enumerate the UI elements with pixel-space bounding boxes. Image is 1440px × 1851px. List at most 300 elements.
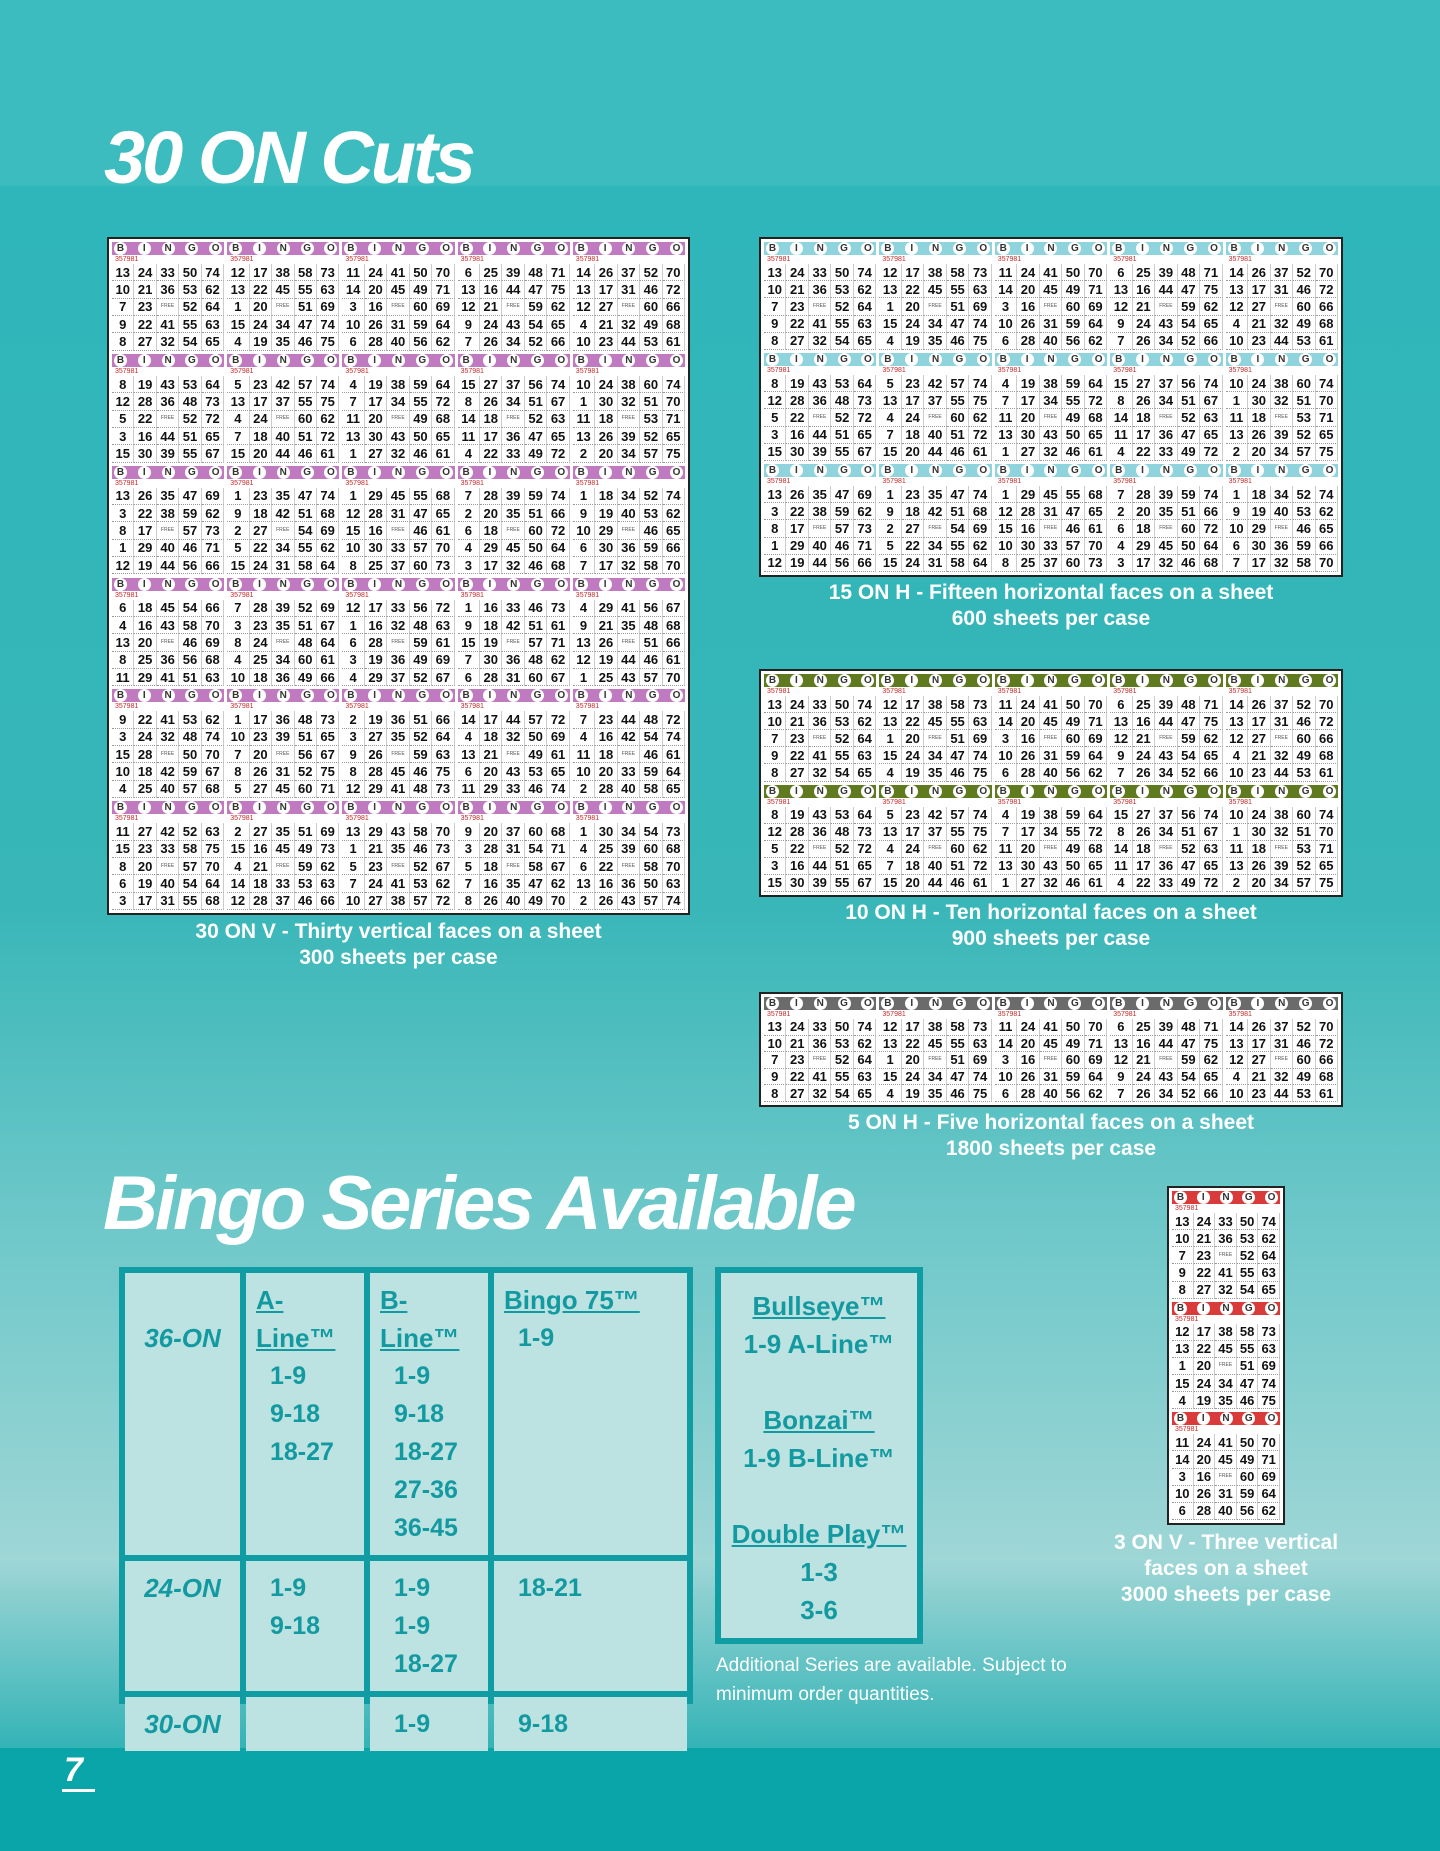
bingo-number: 50 — [831, 1019, 853, 1036]
bingo-number: 19 — [786, 555, 808, 572]
bingo-number: 70 — [1085, 696, 1107, 713]
bingo-number: 67 — [1200, 392, 1222, 409]
specialty-name: Bullseye™ — [752, 1291, 886, 1321]
bingo-ball-icon: N — [1160, 242, 1173, 255]
bingo-ball-icon: N — [929, 785, 942, 798]
bingo-number: 58 — [1293, 555, 1315, 572]
bingo-number: 34 — [1271, 444, 1293, 461]
bingo-number: 29 — [134, 669, 156, 686]
bingo-ball-icon: B — [575, 689, 588, 702]
bingo-number: 12 — [879, 264, 901, 281]
bingo-number: 34 — [924, 747, 946, 764]
bingo-number: 10 — [995, 538, 1017, 555]
bingo-number: 12 — [1226, 298, 1248, 315]
bingo-face — [1172, 1191, 1280, 1299]
bingo-header — [879, 997, 991, 1010]
bingo-face — [112, 689, 224, 798]
bingo-number: 50 — [179, 746, 201, 763]
bingo-ball-icon: O — [977, 353, 990, 366]
bingo-grid — [342, 488, 454, 575]
bingo-grid — [879, 1019, 991, 1102]
bingo-number: 6 — [1110, 264, 1132, 281]
bingo-header — [995, 997, 1107, 1010]
bingo-number: 32 — [1271, 747, 1293, 764]
bingo-ball-icon: B — [229, 578, 242, 591]
bingo-face — [1172, 1412, 1280, 1520]
bingo-ball-icon: N — [1044, 464, 1057, 477]
bingo-header — [112, 689, 224, 702]
bingo-number: 65 — [1200, 858, 1222, 875]
bingo-number: 66 — [1316, 730, 1338, 747]
bingo-ball-icon: N — [1160, 997, 1173, 1010]
bingo-ball-icon: N — [162, 689, 175, 702]
bingo-ball-icon: N — [929, 464, 942, 477]
free-space: FREE — [502, 522, 524, 539]
bingo75-cell — [494, 1697, 687, 1751]
bingo-number: 41 — [618, 600, 640, 617]
serial-number: 357981 — [342, 479, 454, 488]
bingo-ball-icon: O — [555, 466, 568, 479]
bingo-number: 65 — [547, 428, 569, 445]
bingo-number: 33 — [618, 763, 640, 780]
bingo-ball-icon: G — [185, 801, 198, 814]
bingo-number: 50 — [1062, 1019, 1084, 1036]
bingo-number: 11 — [342, 264, 364, 281]
bingo-number: 70 — [663, 557, 685, 574]
bingo-number: 5 — [112, 411, 134, 428]
serial-number: 357981 — [112, 255, 224, 264]
bingo-number: 52 — [1178, 409, 1200, 426]
bingo-number: 12 — [764, 824, 786, 841]
bingo-ball-icon: G — [531, 689, 544, 702]
bingo-ball-icon: N — [1275, 785, 1288, 798]
bingo-number: 26 — [134, 488, 156, 505]
bingo-number: 75 — [317, 393, 339, 410]
bingo-number: 6 — [573, 540, 595, 557]
bingo-number: 32 — [618, 393, 640, 410]
free-space: FREE — [502, 746, 524, 763]
bingo-header — [879, 242, 991, 255]
bingo-number: 58 — [640, 858, 662, 875]
bingo-header — [342, 242, 454, 255]
bingo-number: 65 — [1085, 503, 1107, 520]
bingo-number: 50 — [1237, 1434, 1259, 1451]
bingo-number: 52 — [831, 298, 853, 315]
bingo-number: 53 — [831, 807, 853, 824]
bingo-number: 24 — [786, 1019, 808, 1036]
series-value: 9-18 — [270, 1400, 321, 1428]
bingo-number: 48 — [831, 824, 853, 841]
bingo-number: 13 — [573, 875, 595, 892]
bingo-number: 24 — [250, 634, 272, 651]
bingo-number: 7 — [764, 298, 786, 315]
bingo-ball-icon: N — [1044, 997, 1057, 1010]
bingo-number: 35 — [618, 617, 640, 634]
bingo-ball-icon: O — [440, 578, 453, 591]
bingo-number: 68 — [1085, 486, 1107, 503]
bingo-number: 21 — [1133, 730, 1155, 747]
bingo-number: 30 — [1017, 858, 1039, 875]
bingo-ball-icon: N — [277, 466, 290, 479]
bingo-number: 59 — [1237, 1486, 1259, 1503]
bingo-number: 39 — [1271, 858, 1293, 875]
bingo-number: 7 — [879, 858, 901, 875]
bingo-number: 29 — [365, 669, 387, 686]
bingo-number: 26 — [480, 893, 502, 910]
bingo-number: 37 — [502, 376, 524, 393]
bingo-number: 37 — [1271, 264, 1293, 281]
bingo-number: 30 — [480, 652, 502, 669]
bingo-number: 34 — [272, 652, 294, 669]
bingo-number: 33 — [809, 264, 831, 281]
bingo-ball-icon: B — [575, 466, 588, 479]
bingo-ball-icon: G — [301, 578, 314, 591]
bingo-ball-icon: I — [790, 242, 803, 255]
bingo-ball-icon: N — [814, 464, 827, 477]
bingo-number: 59 — [831, 503, 853, 520]
bingo-number: 51 — [525, 505, 547, 522]
bingo-number: 30 — [1017, 427, 1039, 444]
bingo-ball-icon: G — [301, 801, 314, 814]
bingo-number: 33 — [157, 841, 179, 858]
bingo-ball-icon: I — [483, 578, 496, 591]
bingo-number: 62 — [1200, 1052, 1222, 1069]
bingo-number: 34 — [272, 316, 294, 333]
bingo-number: 19 — [365, 711, 387, 728]
bingo-number: 44 — [502, 711, 524, 728]
bingo-number: 12 — [227, 893, 249, 910]
bingo-grid — [879, 486, 991, 572]
bingo-number: 14 — [458, 711, 480, 728]
bingo-number: 36 — [502, 428, 524, 445]
bingo-ball-icon: N — [1044, 353, 1057, 366]
bingo-number: 39 — [1155, 486, 1177, 503]
bingo-grid — [1226, 696, 1338, 782]
bingo-number: 74 — [663, 488, 685, 505]
bingo-number: 24 — [1017, 1019, 1039, 1036]
bingo-number: 70 — [1085, 1019, 1107, 1036]
bingo-number: 74 — [317, 316, 339, 333]
bingo-number: 62 — [1200, 730, 1222, 747]
bingo-number: 60 — [1293, 375, 1315, 392]
bingo-number: 59 — [1293, 538, 1315, 555]
bingo-number: 65 — [854, 1085, 876, 1102]
bingo-number: 16 — [480, 600, 502, 617]
bingo-number: 27 — [1017, 444, 1039, 461]
bingo-number: 75 — [317, 333, 339, 350]
bingo-number: 24 — [902, 841, 924, 858]
bingo-number: 11 — [342, 411, 364, 428]
bingo-number: 61 — [663, 333, 685, 350]
bingo-number: 12 — [879, 696, 901, 713]
bingo-ball-icon: N — [507, 466, 520, 479]
caption-line: 15 ON H - Fifteen horizontal faces on a sheet — [828, 581, 1274, 604]
bingo-number: 41 — [1215, 1434, 1237, 1451]
bingo-ball-icon: I — [790, 785, 803, 798]
bingo-number: 26 — [365, 746, 387, 763]
bingo-number: 36 — [618, 540, 640, 557]
bingo-number: 36 — [809, 1036, 831, 1053]
bingo-number: 65 — [1200, 747, 1222, 764]
bingo-number: 45 — [1040, 1036, 1062, 1053]
bingo-number: 8 — [764, 807, 786, 824]
free-space: FREE — [502, 858, 524, 875]
bingo-number: 71 — [432, 281, 454, 298]
serial-number: 357981 — [764, 366, 876, 375]
bingo-number: 48 — [640, 711, 662, 728]
bingo-number: 28 — [365, 333, 387, 350]
bingo-face — [1110, 997, 1222, 1102]
bingo-number: 10 — [112, 763, 134, 780]
bingo-number: 70 — [663, 393, 685, 410]
bingo-face — [764, 674, 876, 782]
bingo-ball-icon: B — [881, 674, 894, 687]
bingo-face — [879, 997, 991, 1102]
bingo-ball-icon: G — [1299, 785, 1312, 798]
bingo-header — [458, 242, 570, 255]
bingo-ball-icon: O — [1092, 242, 1105, 255]
serial-number: 357981 — [1226, 366, 1338, 375]
bingo-number: 10 — [1226, 807, 1248, 824]
bingo-number: 55 — [947, 538, 969, 555]
bingo-number: 60 — [1062, 1052, 1084, 1069]
bingo-number: 33 — [272, 875, 294, 892]
bingo-ball-icon: G — [1184, 674, 1197, 687]
bingo-number: 13 — [1226, 427, 1248, 444]
bingo-ball-icon: B — [1228, 785, 1241, 798]
bingo-number: 74 — [1316, 375, 1338, 392]
bingo-face — [995, 464, 1107, 572]
bingo-number: 52 — [295, 763, 317, 780]
bingo-number: 13 — [764, 486, 786, 503]
bingo-ball-icon: O — [1323, 674, 1336, 687]
bingo-number: 4 — [458, 445, 480, 462]
bingo-number: 39 — [502, 488, 524, 505]
bingo-number: 53 — [640, 505, 662, 522]
bingo-number: 27 — [1248, 1052, 1270, 1069]
bingo-grid — [458, 376, 570, 463]
bingo-number: 59 — [1062, 375, 1084, 392]
bingo-header — [764, 242, 876, 255]
page-title: 30 ON Cuts — [104, 116, 473, 199]
bingo-number: 52 — [831, 841, 853, 858]
bingo-number: 32 — [387, 617, 409, 634]
bingo-number: 28 — [134, 746, 156, 763]
bingo-number: 11 — [995, 264, 1017, 281]
caption-10-on-h — [759, 900, 1343, 952]
bingo-number: 20 — [595, 445, 617, 462]
bingo-number: 30 — [1248, 824, 1270, 841]
bingo-number: 38 — [809, 503, 831, 520]
bingo-number: 61 — [663, 652, 685, 669]
bingo-number: 28 — [1017, 764, 1039, 781]
bingo-number: 59 — [410, 316, 432, 333]
bingo-ball-icon: I — [483, 354, 496, 367]
bingo-number: 25 — [595, 669, 617, 686]
bingo-ball-icon: G — [1184, 464, 1197, 477]
free-space: FREE — [272, 858, 294, 875]
bingo-ball-icon: O — [861, 997, 874, 1010]
bingo-number: 9 — [879, 503, 901, 520]
free-space: FREE — [1271, 730, 1293, 747]
bingo-number: 26 — [1133, 392, 1155, 409]
bingo-number: 30 — [365, 540, 387, 557]
free-space: FREE — [272, 411, 294, 428]
bingo-ball-icon: O — [1092, 464, 1105, 477]
bingo-number: 3 — [764, 858, 786, 875]
bingo-number: 20 — [595, 763, 617, 780]
bingo-number: 11 — [1226, 841, 1248, 858]
bingo-number: 3 — [112, 893, 134, 910]
bingo-number: 48 — [179, 729, 201, 746]
bingo-number: 27 — [1133, 807, 1155, 824]
bingo-ball-icon: G — [1068, 242, 1081, 255]
bingo-number: 4 — [112, 617, 134, 634]
bingo-number: 11 — [995, 1019, 1017, 1036]
bingo-number: 68 — [202, 781, 224, 798]
bingo-number: 18 — [1133, 520, 1155, 537]
bingo-number: 72 — [1316, 713, 1338, 730]
bingo-number: 54 — [1178, 1069, 1200, 1086]
bingo-number: 24 — [480, 316, 502, 333]
bingo-number: 22 — [786, 841, 808, 858]
bingo-number: 73 — [663, 823, 685, 840]
bingo-number: 69 — [1085, 298, 1107, 315]
bingo-ball-icon: I — [138, 354, 151, 367]
bingo-number: 13 — [1172, 1213, 1194, 1230]
bingo-number: 58 — [947, 1019, 969, 1036]
bingo-number: 1 — [573, 393, 595, 410]
serial-number: 357981 — [1172, 1204, 1280, 1213]
bingo-number: 34 — [1155, 333, 1177, 350]
bingo-number: 62 — [854, 713, 876, 730]
bingo-ball-icon: I — [1136, 353, 1149, 366]
bingo-number: 48 — [640, 617, 662, 634]
bingo-number: 34 — [618, 488, 640, 505]
bingo-ball-icon: G — [301, 354, 314, 367]
bingo-number: 46 — [947, 764, 969, 781]
bingo-ball-icon: B — [1112, 464, 1125, 477]
bingo-grid — [764, 264, 876, 350]
bingo-number: 17 — [250, 393, 272, 410]
bingo-number: 25 — [1133, 1019, 1155, 1036]
bingo-number: 39 — [502, 264, 524, 281]
bingo-header — [1110, 785, 1222, 798]
bingo-number: 61 — [1316, 764, 1338, 781]
note-line: minimum order quantities. — [716, 1684, 935, 1705]
bingo-number: 47 — [947, 1069, 969, 1086]
bingo-number: 13 — [1226, 1036, 1248, 1053]
bingo-number: 63 — [854, 1069, 876, 1086]
bingo-number: 50 — [1062, 696, 1084, 713]
bingo-ball-icon: N — [814, 997, 827, 1010]
bingo-number: 63 — [317, 281, 339, 298]
bingo-number: 32 — [618, 316, 640, 333]
bingo-number: 22 — [902, 713, 924, 730]
bingo-number: 8 — [458, 393, 480, 410]
bingo-face — [227, 354, 339, 463]
bingo-number: 54 — [640, 823, 662, 840]
bingo-number: 53 — [179, 376, 201, 393]
bingo-ball-icon: I — [253, 689, 266, 702]
bingo-number: 57 — [295, 376, 317, 393]
bingo-number: 1 — [458, 600, 480, 617]
bingo-number: 17 — [786, 520, 808, 537]
bingo-ball-icon: B — [460, 466, 473, 479]
bingo-number: 24 — [365, 875, 387, 892]
bingo-number: 49 — [1062, 409, 1084, 426]
bingo-number: 36 — [809, 392, 831, 409]
bingo-number: 55 — [179, 445, 201, 462]
bingo-face — [995, 785, 1107, 893]
bingo-ball-icon: G — [1242, 1191, 1255, 1204]
bingo-number: 61 — [969, 444, 991, 461]
bingo-ball-icon: O — [977, 785, 990, 798]
bingo-number: 74 — [1200, 807, 1222, 824]
bingo-number: 46 — [1062, 520, 1084, 537]
bingo-number: 65 — [854, 427, 876, 444]
bingo-number: 68 — [1316, 1069, 1338, 1086]
series-value: 1-9 — [394, 1574, 431, 1602]
bingo-number: 22 — [902, 538, 924, 555]
bingo-number: 23 — [902, 486, 924, 503]
free-space: FREE — [924, 409, 946, 426]
bingo-number: 44 — [618, 652, 640, 669]
bingo-number: 20 — [1248, 875, 1270, 892]
bingo-number: 9 — [1172, 1264, 1194, 1281]
bingo-number: 55 — [947, 392, 969, 409]
bingo-number: 47 — [947, 486, 969, 503]
bingo-number: 69 — [202, 634, 224, 651]
bingo-ball-icon: B — [114, 242, 127, 255]
bingo-ball-icon: N — [162, 242, 175, 255]
series-grid — [119, 1267, 693, 1757]
serial-number: 357981 — [342, 702, 454, 711]
free-space: FREE — [272, 746, 294, 763]
bingo-number: 27 — [480, 376, 502, 393]
bingo-number: 55 — [295, 540, 317, 557]
bingo-number: 34 — [502, 333, 524, 350]
bingo-number: 1 — [227, 299, 249, 316]
bingo-number: 70 — [663, 669, 685, 686]
bingo-number: 52 — [410, 669, 432, 686]
bingo-number: 61 — [432, 522, 454, 539]
bingo-grid — [879, 696, 991, 782]
bingo-number: 44 — [924, 875, 946, 892]
bingo-number: 70 — [1258, 1434, 1280, 1451]
bingo-number: 15 — [342, 522, 364, 539]
bingo-number: 60 — [1293, 1052, 1315, 1069]
bingo-number: 72 — [854, 841, 876, 858]
bingo-ball-icon: I — [368, 242, 381, 255]
serial-number: 357981 — [458, 367, 570, 376]
bingo-number: 61 — [1085, 444, 1107, 461]
bingo-number: 52 — [1293, 1019, 1315, 1036]
bingo-number: 60 — [525, 823, 547, 840]
bingo-number: 74 — [1200, 375, 1222, 392]
bingo-ball-icon: N — [929, 674, 942, 687]
bingo-header — [458, 578, 570, 591]
bingo-number: 50 — [1062, 427, 1084, 444]
bingo-number: 26 — [1248, 264, 1270, 281]
bingo-ball-icon: B — [344, 578, 357, 591]
bingo-number: 3 — [112, 428, 134, 445]
bingo-ball-icon: B — [460, 354, 473, 367]
bingo-number: 73 — [432, 557, 454, 574]
bingo-number: 17 — [480, 428, 502, 445]
bingo-number: 38 — [157, 505, 179, 522]
bingo-number: 62 — [317, 858, 339, 875]
